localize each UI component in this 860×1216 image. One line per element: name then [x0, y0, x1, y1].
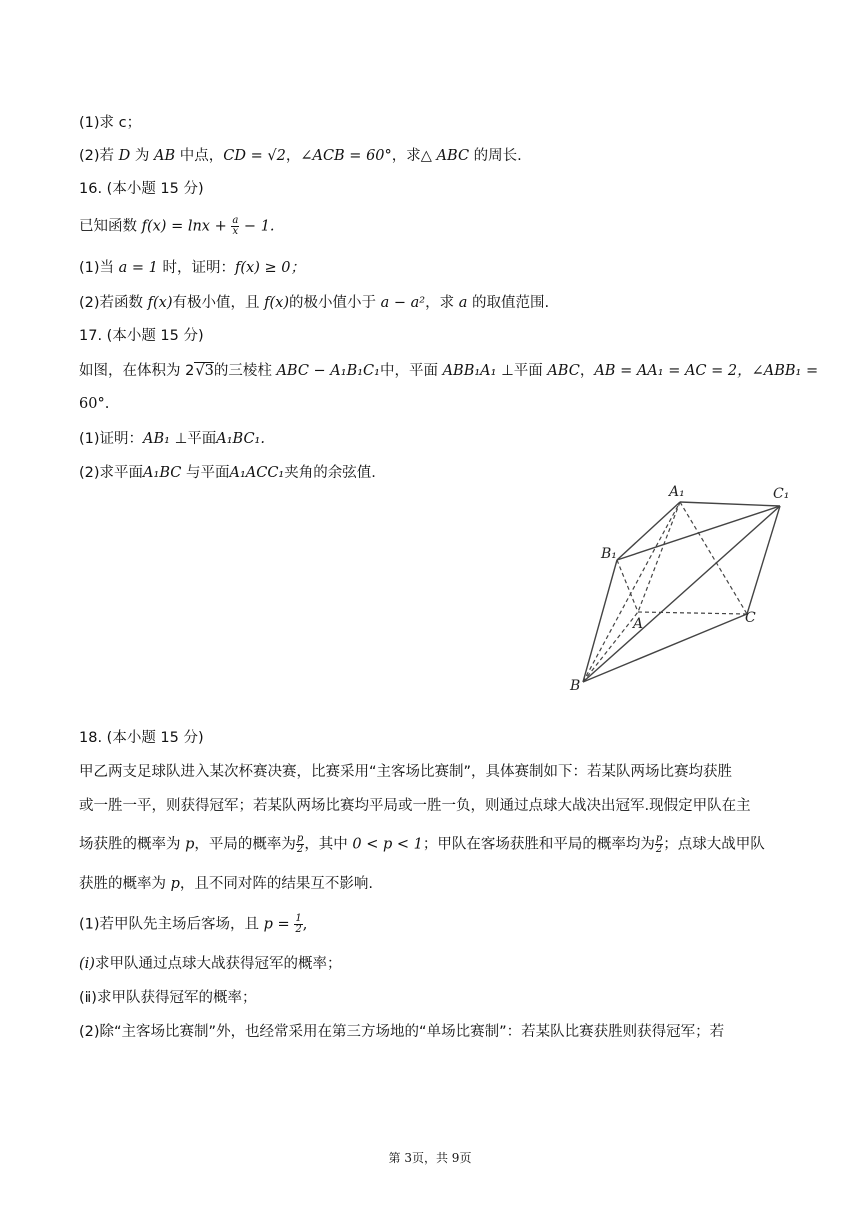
q16-heading: 16. (本小题 15 分) [79, 181, 204, 197]
q18-part1-ii: (ⅱ)求甲队获得冠军的概率； [79, 990, 257, 1006]
label-B: B [570, 678, 581, 694]
label-C1: C₁ [773, 486, 790, 502]
q18-part1: (1)若甲队先主场后客场，且 p = $\frac{1}{2}$ , [79, 913, 308, 935]
fraction-p-over-2: $\frac{p}{2}$ [296, 833, 304, 855]
q17-part2: (2)求平面A₁BC 与平面A₁ACC₁夹角的余弦值. [79, 465, 376, 481]
page-footer: 第 3页，共 9页 [388, 1151, 472, 1165]
line-q15-part1: (1)求 c； [79, 115, 142, 131]
q16-part2: (2)若函数 f(x)有极小值，且 f(x)的极小值小于 a − a²，求 a 的取值范围. [79, 295, 550, 311]
q16-part1: (1)当 a = 1 时，证明：f(x) ≥ 0； [79, 260, 305, 276]
q17-statement-line1: 如图，在体积为 2√3的三棱柱 ABC − A₁B₁C₁中，平面 ABB₁A₁ ⊥平面 ABC，AB = AA₁ = AC = 2，∠ABB₁ = [79, 363, 819, 379]
q18-part1-i: (i)求甲队通过点球大战获得冠军的概率； [79, 956, 342, 972]
q18-line2: 或一胜一平，则获得冠军；若某队两场比赛均平局或一胜一负，则通过点球大战决出冠军.现假定甲队在主 [79, 798, 751, 814]
q17-statement-line2: 60°. [79, 396, 110, 412]
q18-line4: 获胜的概率为 p，且不同对阵的结果互不影响. [79, 876, 374, 892]
q18-line3: 场获胜的概率为 p，平局的概率为 $\frac{p}{2}$ ，其中 0 < p < 1；甲队在客场获胜和平局的概率均为 $\frac{p}{2}$ ；点球大战甲队 [79, 833, 765, 855]
q18-part2: (2)除“主客场比赛制”外，也经常采用在第三方场地的“单场比赛制”：若某队比赛获胜则获得冠军；若 [79, 1024, 725, 1040]
label-C: C [745, 610, 756, 626]
label-A: A [633, 616, 644, 632]
sqrt-3: √3 [195, 363, 214, 379]
fraction-a-over-x: $\frac{a}{x}$ [232, 215, 239, 237]
q17-heading: 17. (本小题 15 分) [79, 328, 204, 344]
q18-line1: 甲乙两支足球队进入某次杯赛决赛，比赛采用“主客场比赛制”，具体赛制如下：若某队两场比赛均获胜 [79, 764, 733, 780]
fraction-p-over-2-b: $\frac{p}{2}$ [655, 833, 663, 855]
label-B1: B₁ [601, 546, 617, 562]
q18-heading: 18. (本小题 15 分) [79, 730, 204, 746]
label-A1: A₁ [669, 484, 685, 500]
line-q15-part2: (2)若 D 为 AB 中点，CD = √2，∠ACB = 60°，求△ ABC 的周长. [79, 148, 522, 164]
q17-part1: (1)证明：AB₁ ⊥平面A₁BC₁. [79, 431, 265, 447]
q16-statement: 已知函数 f(x) = lnx + $\frac{a}{x}$ − 1. [79, 215, 275, 237]
fraction-one-half: $\frac{1}{2}$ [295, 913, 302, 935]
prism-figure [565, 480, 805, 695]
